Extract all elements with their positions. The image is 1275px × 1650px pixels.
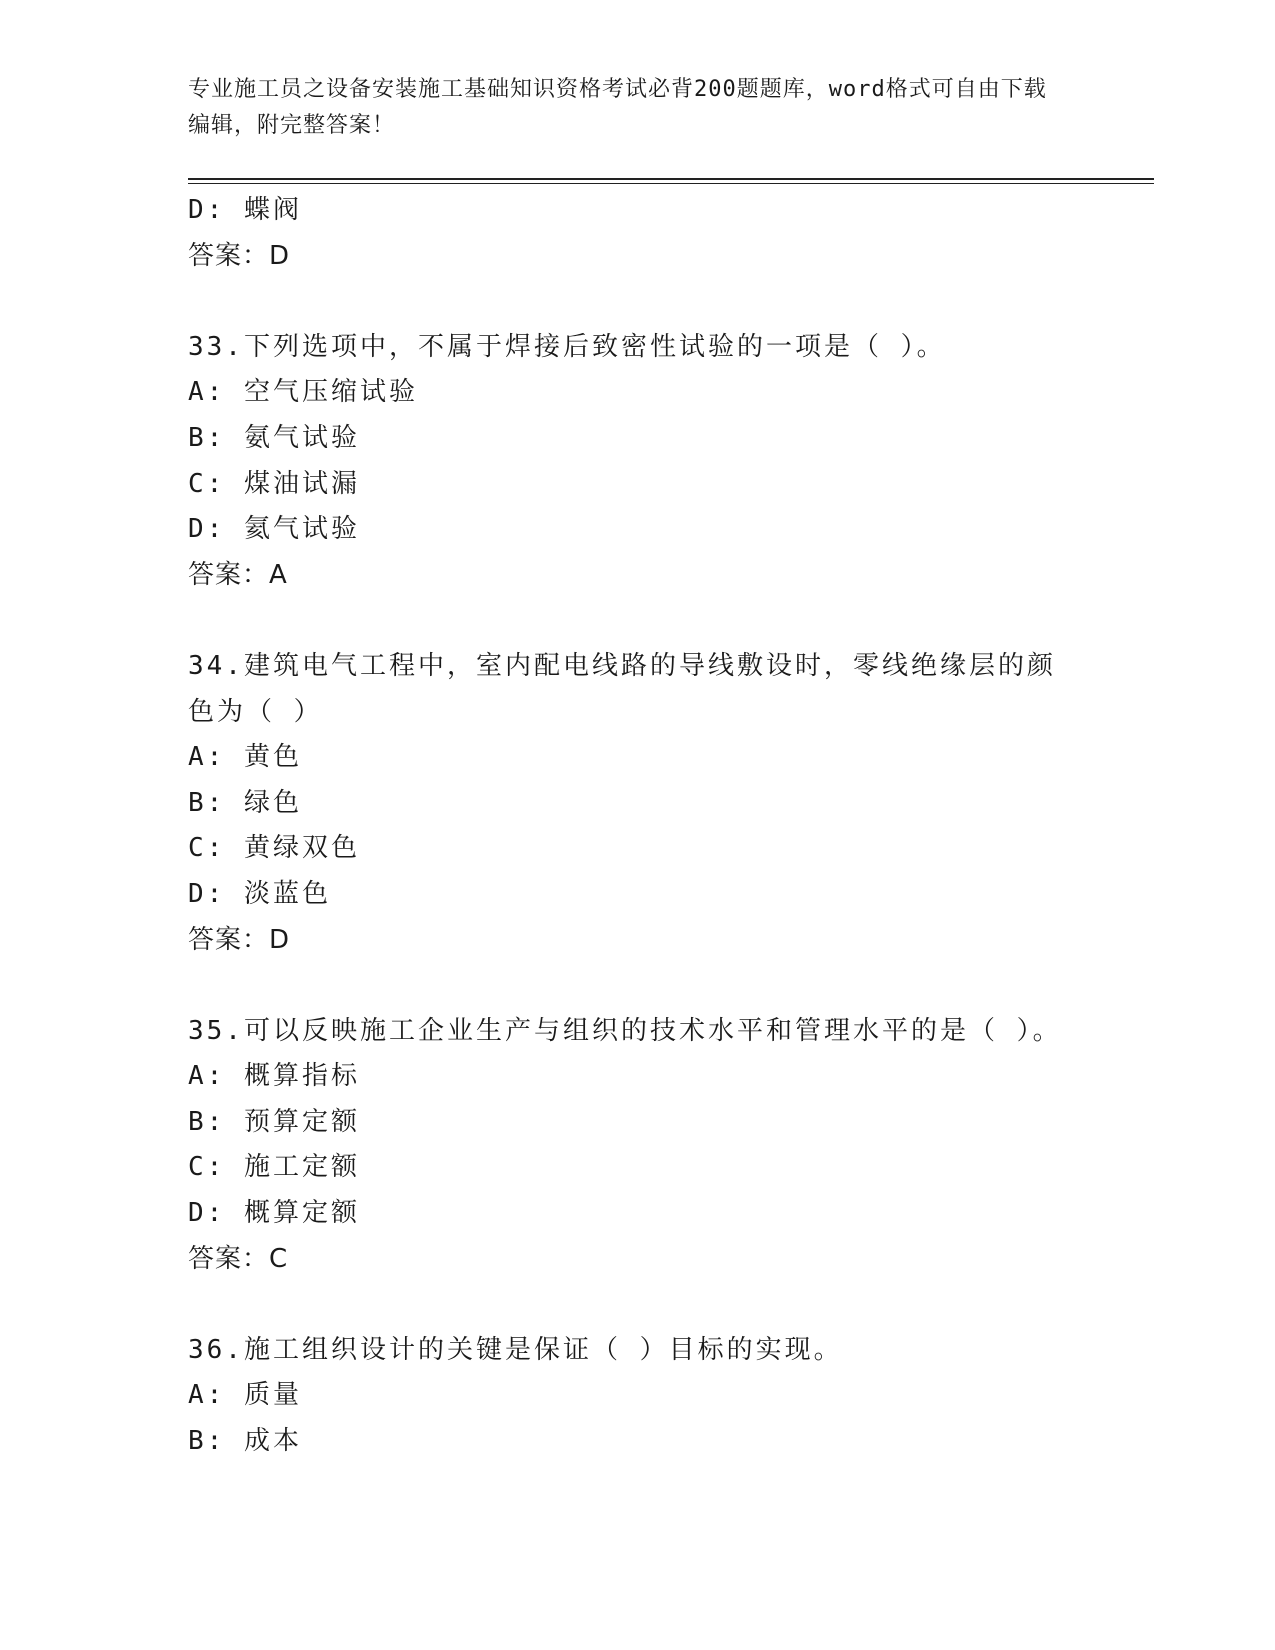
answer-line: 答案：D — [188, 924, 291, 955]
option-c: C: 黄绿双色 — [188, 833, 360, 864]
option-b: B: 氨气试验 — [188, 422, 360, 453]
option-a: A: 概算指标 — [188, 1061, 360, 1092]
option-a: A: 空气压缩试验 — [188, 377, 418, 408]
spacer — [188, 279, 1088, 325]
header-rule-thin — [188, 183, 1154, 184]
answer-line: 答案：C — [188, 1243, 289, 1274]
option-d: D: 概算定额 — [188, 1198, 360, 1229]
option-a: A: 黄色 — [188, 742, 302, 773]
question-text: 36.施工组织设计的关键是保证（ ）目标的实现。 — [188, 1334, 843, 1365]
question-text: 35.可以反映施工企业生产与组织的技术水平和管理水平的是（ ）。 — [188, 1015, 1062, 1046]
option-c: C: 施工定额 — [188, 1152, 360, 1183]
option-d: D: 氦气试验 — [188, 514, 360, 545]
option-d: D: 淡蓝色 — [188, 878, 331, 909]
document-header — [188, 72, 1068, 144]
spacer — [188, 1282, 1088, 1328]
option-b: B: 预算定额 — [188, 1106, 360, 1137]
header-rule-thick — [188, 178, 1154, 180]
option-a: A: 质量 — [188, 1380, 302, 1411]
spacer — [188, 963, 1088, 1009]
question-text: 34.建筑电气工程中，室内配电线路的导线敷设时，零线绝缘层的颜色为（ ） — [188, 650, 1056, 727]
spacer — [188, 598, 1088, 644]
option-d: D: 蝶阀 — [188, 195, 302, 225]
answer-line: 答案：D — [188, 240, 291, 271]
option-b: B: 绿色 — [188, 787, 302, 818]
option-b: B: 成本 — [188, 1426, 302, 1457]
question-text: 33.下列选项中，不属于焊接后致密性试验的一项是（ ）。 — [188, 331, 946, 362]
document-body — [188, 188, 1088, 1465]
answer-line: 答案：A — [188, 559, 288, 590]
option-c: C: 煤油试漏 — [188, 468, 360, 499]
header-title: 专业施工员之设备安装施工基础知识资格考试必背200题题库，word格式可自由下载编辑，附完整答案！ — [188, 77, 1047, 138]
